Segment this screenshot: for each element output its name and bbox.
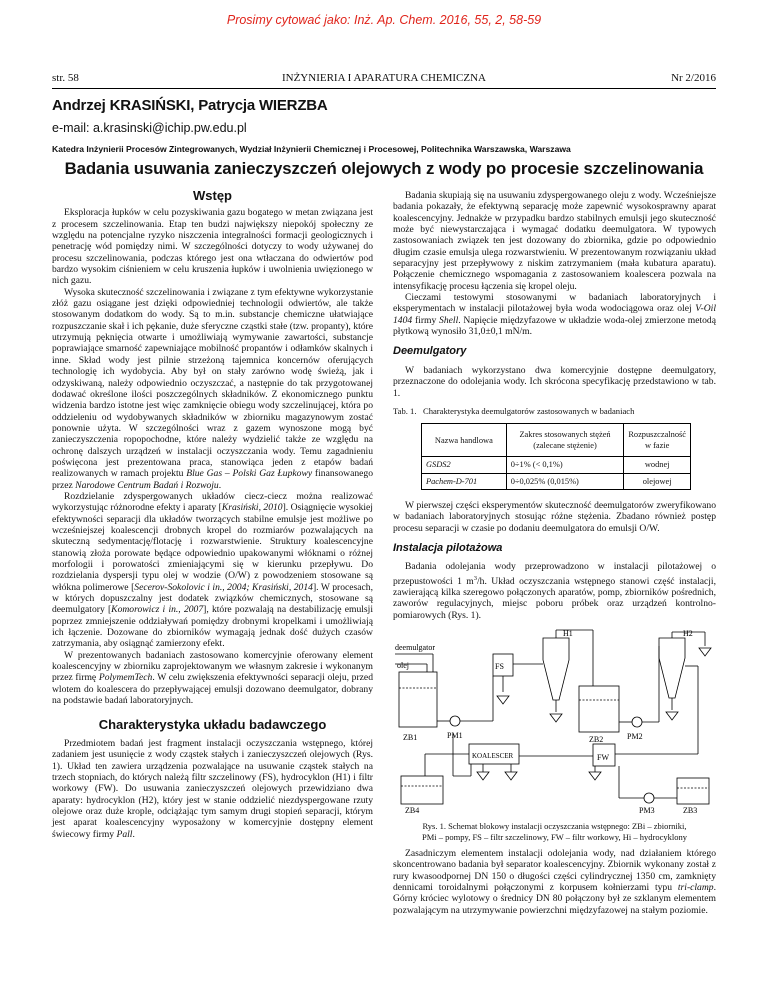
p2-tail: finansowanego przez <box>52 468 373 491</box>
label-koalescer: KOALESCER <box>472 752 514 760</box>
heading-intro: Wstęp <box>193 188 232 203</box>
left-column <box>52 190 373 840</box>
table-row <box>422 473 691 489</box>
label-pm2: PM2 <box>627 732 643 741</box>
p5-text-a: Przedmiotem badań jest fragment instalacji oczyszczania wstępnego, której zadaniem jest usunięcie z wody cząstek stałych i zanieczyszczeń olejowych (Rys. 1). Układ ten zawiera urządzenia pozwalające na usuwanie cząstek stałych na trzech stopniach, do których należą filtr szczelinowy (FS), hydrocyklon (H1) i filtr workowy (FW). Do usuwania zanieczyszczeń olejowych przewidziano dwa aparaty: hydrocyklon (H2), który jest w stanie oddzielić niezdyspergowane rzuty olejowe oraz duże krople, odciążając tym samym drugi stopień separacji, którym jest aparat koalescencyjny wyposażony w komercyjnie dostępny element świecowy firmy <box>52 737 373 840</box>
p4-text-b: . W celu zwiększenia efektywności separacji oleju, przed wlotem do koalescera do przepływającej emulsji dozowano deemulgator, dobrany na podstawie badań laboratoryjnych. <box>52 672 373 707</box>
intro-paragraph-2 <box>52 287 373 491</box>
table-header-cell: Rozpuszczalność w fazie <box>624 424 691 457</box>
table-cell: wodnej <box>624 457 691 473</box>
reference-secerov-2004: Secerov-Sokolovic i in., 2004; Krasiński, 2014 <box>134 581 313 593</box>
intro-paragraph-3 <box>52 491 373 650</box>
rp5-text-b: /h. Układ oczyszczania wstępnego stanowi część instalacji, zawierającą kilka szeregowo połączonych aparatów, pomp, zbiorników pośrednich, zaworów regulacyjnych, miejsc poboru próbek oraz urządzeń kontrolno-pomiarowych (Rys. 1). <box>393 575 716 621</box>
tank-zb1-shape <box>399 672 437 727</box>
hydrocyclone-h1-shape <box>543 638 569 700</box>
rp2-text-b: firmy <box>412 314 440 326</box>
right-paragraph-1: Badania skupiają się na usuwaniu zdyspergowanego oleju z wody. Wcześniejsze badania pokazały, że efektywną separację może zapewnić wysokosprawny aparat koalescencyjny. Jednakże w przypadku bardzo stabilnych emulsji jego skuteczność może być niewystarczająca i wymagać dodatku deemulgatora. W typowych zastosowaniach związek ten jest dozowany do zbiornika, gdzie po odpowiednio długim czasie emulsja ulega rozwarstwieniu. W prezentowanym rozwiązaniu układ separacyjny jest przepływowy z niskim zatrzymaniem (mała kubatura aparatu). Połączenie chemicznego wspomagania z zastosowaniem koalescera pozwala na intensyfikację procesu łączenia się kropel oleju. <box>393 190 716 292</box>
p2-end: . <box>218 479 222 491</box>
hydrocyclone-h2-shape <box>659 638 685 698</box>
deemulsifiers-paragraph: W badaniach wykorzystano dwa komercyjnie dostępne deemulgatory, przeznaczone do odolejania wody. Ich skrócona specyfikację przedstawiono w tab. 1. <box>393 364 716 399</box>
rp2-text-c: . Napięcie międzyfazowe w układzie woda-olej zmierzone metodą płytkową wynosiło 31,0±0,1 mN/m. <box>393 314 716 338</box>
company-pall: Pall <box>116 828 133 840</box>
table-cell: olejowej <box>624 473 691 489</box>
label-zb2: ZB2 <box>589 735 604 744</box>
label-zb3: ZB3 <box>683 806 698 814</box>
right-column <box>393 190 716 621</box>
intro-paragraph-1: Eksploracja łupków w celu pozyskiwania gazu bogatego w metan związana jest z procesem szczelinowania. Etap ten budzi największy niepokój społeczny ze względu na potencjalne ryzyko niszczenia integralności formacji geologicznych i penetrację wód pomiędzy nimi. W szczególności dotyczy to wody używanej do procesu szczelinowania, podczas którego jest ona wtłaczana do odwiertów pod bardzo wysokim ciśnieniem w celu kruszenia łupków i uwolnienia uwięzionego w nich gazu. <box>52 207 373 287</box>
rp6-text-a: Zasadniczym elementem instalacji odolejania wody, nad działaniem którego skoncentrowano badania był separator koalescencyjny. Zbiornik wykonany został z rury kwasoodpornej DN 150 o długości części cylindrycznej 1350 cm, zamknięty dennicami toroidalnymi połączonymi z korpusem kołnierzami typu <box>393 848 716 894</box>
figure-caption-line-1: Rys. 1. Schemat blokowy instalacji oczyszczania wstępnego: ZBi – zbiorniki, <box>422 821 687 831</box>
funding-agency: Narodowe Centrum Badań i Rozwoju <box>75 479 219 491</box>
deemulsifier-table <box>421 423 691 490</box>
rp5-text-a: Badania odolejania wody przeprowadzono w instalacji pilotażowej o przepustowości 1 m <box>393 561 716 587</box>
label-zb4: ZB4 <box>405 806 420 814</box>
reference-krasinski-2010: Krasiński, 2010 <box>221 502 283 514</box>
pump-pm1-shape <box>450 716 460 726</box>
email[interactable]: e-mail: a.krasinski@ichip.pw.edu.pl <box>52 121 247 135</box>
header-page-number: str. 58 <box>52 72 79 84</box>
characteristics-paragraph <box>52 738 373 840</box>
label-pm1: PM1 <box>447 731 463 740</box>
table-caption-label: Tab. 1. <box>393 405 417 416</box>
label-h2: H2 <box>683 629 693 638</box>
table-header-row <box>422 424 691 457</box>
citation-line: Prosimy cytować jako: Inż. Ap. Chem. 2016, 55, 2, 58-59 <box>226 13 542 27</box>
label-fs: FS <box>495 662 504 671</box>
p5-text-b: . <box>132 828 135 840</box>
tank-zb4-shape <box>401 776 443 804</box>
heading-pilot-installation: Instalacja pilotażowa <box>393 541 503 554</box>
company-shell: Shell <box>439 314 459 326</box>
tank-zb2-shape <box>579 686 619 732</box>
p4-text-a: W prezentowanych badaniach zastosowano komercyjnie oferowany element koalescencyjny w zbiorniku zaprojektowanym we własnym zakresie i wykonanym przez firmę <box>52 649 373 684</box>
coalescer-paragraph <box>393 848 716 916</box>
table-row <box>422 457 691 473</box>
label-pm3: PM3 <box>639 806 655 814</box>
reference-komorowicz-2007: Komorowicz i in., 2007 <box>111 604 204 616</box>
pump-pm2-shape <box>632 717 642 727</box>
company-polymemtech: PolymemTech <box>98 672 153 684</box>
table-caption <box>393 406 716 417</box>
intro-paragraph-4 <box>52 650 373 707</box>
p2-text: Wysoka skuteczność szczelinowania i związane z tym efektywne wykorzystanie złóż gazu osiągane jest dzięki odpowiedniej technologii odwiertów, ale także stosowanym dodatkom do wody. Są to m.in. substancje chemiczne ułatwiające rozpuszczanie skał i ich pękanie, duże sferyczne cząstki stałe (tzw. propanty), które utrzymują pęknięcia otwarte i umożliwiają wymywanie zawartości, substancje poprawiające smarność zapewniające mobilność propantów i odłamków skalnych i inne. Skład wody jest pilnie strzeżoną tajemnica koncernów oferujących technologię ich wydobycia. Aby był on stały zarówno wodę świeżą, jak i odzyskiwaną, należy odpowiednio oczyszczać, a następnie do tak przygotowanej dodawać określone ilości poszczególnych składników. Z ekonomicznego punktu widzenia bardzo istotne jest więc zamknięcie obiegu wody szczelinującej, która po oddzieleniu od wydobywanych składników w zbiorniku magazynowym zostać ponownie użyta. W szczególności wraz z gazem wynoszone mogą być zanieczyszczenia ropopochodne, które należy wydzielić także ze względu na ochronę dalszych urządzeń w instalacji oczyszczania wody. Temu zagadnieniu poświęcona jest prezentowana praca, stanowiąca jeden z etapów badań realizowanych w ramach projektu <box>52 286 373 480</box>
table-cell: 0÷0,025% (0,015%) <box>506 473 624 489</box>
rp2-text-a: Cieczami testowymi stosowanymi w badaniach laboratoryjnych i eksperymentach w instalacji pilotażowej była woda wodociągowa oraz olej <box>393 292 716 315</box>
p3-text-a: Rozdzielanie zdyspergowanych układów ciecz-ciecz można realizować wykorzystując różnorodne efekty i aparaty [ <box>52 490 373 514</box>
authors: Andrzej KRASIŃSKI, Patrycja WIERZBA <box>52 97 328 114</box>
oil-name: V-Oil 1404 <box>393 303 716 326</box>
article-title: Badania usuwania zanieczyszczeń olejowych z wody po procesie szczelinowania <box>64 159 704 178</box>
label-zb1: ZB1 <box>403 733 418 742</box>
table-header-cell: Zakres stosowanych stężeń (zalecane stężenie) <box>506 424 624 457</box>
superscript-3: 3 <box>473 574 477 582</box>
label-fw: FW <box>597 753 609 762</box>
label-olej: olej <box>397 661 409 670</box>
figure-caption-line-2: PMi – pompy, FS – filtr szczelinowy, FW – filtr workowy, Hi – hydrocyklony <box>422 831 687 842</box>
pump-pm3-shape <box>644 793 654 803</box>
heading-characteristics: Charakterystyka układu badawczego <box>98 717 327 733</box>
table-header-cell: Nazwa handlowa <box>422 424 507 457</box>
header-journal: INŻYNIERIA I APARATURA CHEMICZNA <box>281 72 487 84</box>
table-cell: 0÷1% (< 0,1%) <box>506 457 624 473</box>
affiliation: Katedra Inżynierii Procesów Zintegrowanych, Wydział Inżynierii Chemicznej i Procesowej, Politechnika Warszawska, Warszawa <box>52 144 571 154</box>
table-cell: Pachem-D-701 <box>422 473 507 489</box>
heading-deemulsifiers: Deemulgatory <box>393 345 467 358</box>
table-cell: GSDS2 <box>422 457 507 473</box>
flange-type: tri-clamp <box>677 882 714 894</box>
header-rule <box>52 88 716 89</box>
tank-zb3-shape <box>677 778 709 804</box>
header-issue: Nr 2/2016 <box>671 72 716 84</box>
rp6-text-b: . Górny króciec wylotowy o średnicy DN 80 połączony był ze szklanym elementem pozwalającym na utrzymywanie powierzchni międzyfazowej na stałym poziomie. <box>393 882 716 916</box>
label-deemulgator: deemulgator <box>395 643 435 652</box>
figure-1-schematic <box>393 626 716 814</box>
p3-text-d: ], które pozwalają na destabilizację emulsji poprzez zmniejszenie oddziaływań pomiędzy drobnymi kropelkami i umożliwiają ich łączenie. Dozowane do zbiorników wymagają jednak dość dużych czasów zatrzymania, aby osiągnąć zamierzony efekt. <box>52 604 373 650</box>
table-caption-text: Charakterystyka deemulgatorów zastosowanych w badaniach <box>422 405 635 416</box>
figure-1-caption <box>393 821 716 842</box>
right-column-bottom <box>393 848 716 916</box>
label-h1: H1 <box>563 629 573 638</box>
p3-text-b: ]. Osiągnięcie wysokiej efektywności separacji dla układów tworzących stabilne emulsje jest możliwe po wcześniejszej koalescencji drobnych kropel do rozmiarów pozwalających na skuteczną sedymentację/flotację i rozwarstwienie. Struktury koalescencyjne stanowią złoża porowate będące odpowiednio upakowanymi włóknami o różnej morfologii i porowatości zmieniającymi się w kierunku przepływu. Do rozdzielania dyspersji typu olej w wodzie (O/W) z powodzeniem stosowane są włókna polimerowe [ <box>52 502 373 593</box>
installation-paragraph <box>393 561 716 621</box>
right-paragraph-2 <box>393 292 716 337</box>
p3-text-c: ]. W procesach, w których dopuszczalny jest dodatek związków chemicznych, stosowane są deemulgatory [ <box>52 581 373 616</box>
experiments-paragraph: W pierwszej części eksperymentów skuteczność deemulgatorów zweryfikowano w badaniach laboratoryjnych stosując różne stężenia. Zbadano również postęp procesu separacji w czasie po dodaniu deemulgatora do emulsji O/W. <box>393 499 716 534</box>
project-name: Blue Gas – Polski Gaz Łupkowy <box>186 468 313 480</box>
